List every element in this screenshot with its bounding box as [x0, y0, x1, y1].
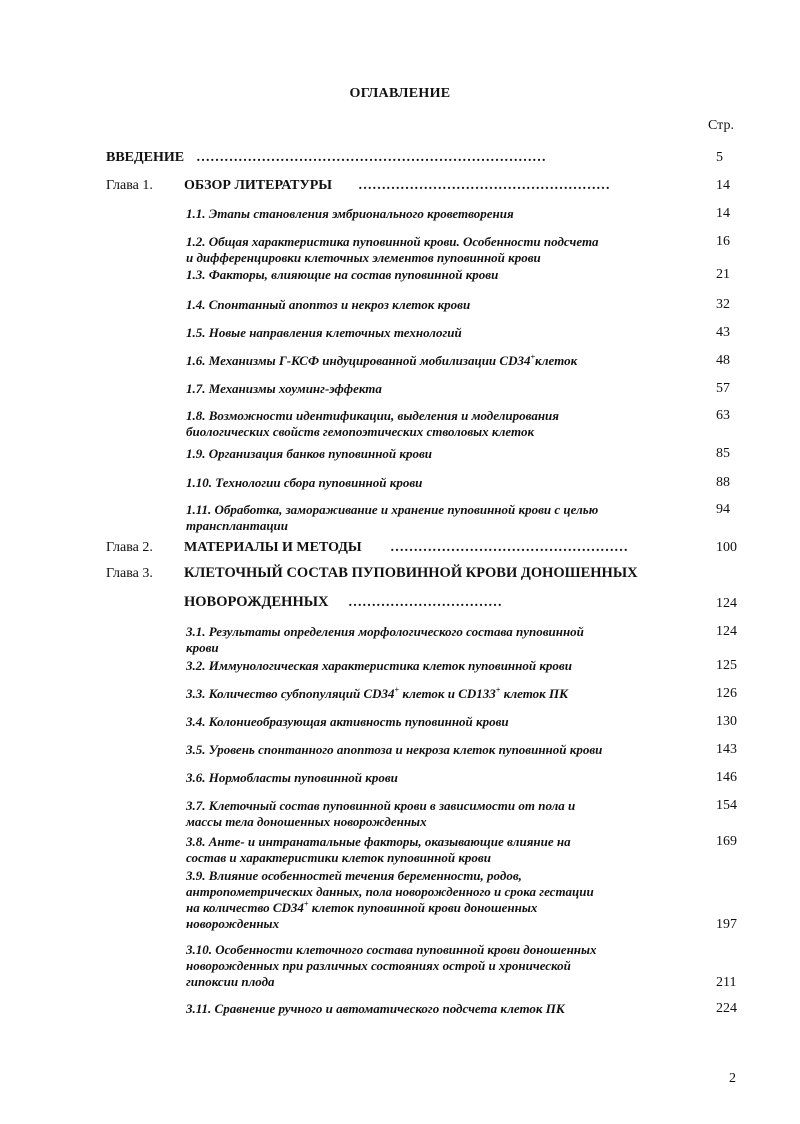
superscript-plus: +	[394, 685, 400, 695]
section-number: 1.11.	[186, 502, 212, 517]
entry-page: 5	[716, 150, 723, 165]
entry-title: Новые направления клеточных технологий	[208, 325, 462, 340]
entry-title: Уровень спонтанного апоптоза и некроза клеток пуповинной крови	[208, 742, 603, 757]
section-number: 3.1.	[186, 624, 206, 639]
entry-title: Этапы становления эмбрионального кроветворения	[208, 206, 514, 221]
entry-page: 143	[716, 742, 737, 757]
entry-title-line-2: состав и характеристики клеток пуповинной крови	[186, 850, 491, 865]
entry-page: 32	[716, 297, 730, 312]
entry-title-line-2: и дифференцировки клеточных элементов пуповинной крови	[186, 250, 541, 265]
section-number: 3.9.	[186, 868, 206, 883]
section-number: 1.1.	[186, 206, 206, 221]
entry-title-line-2: массы тела доношенных новорожденных	[186, 814, 427, 829]
superscript-plus: +	[303, 899, 309, 909]
entry-page: 94	[716, 502, 730, 517]
section-number: 3.11.	[186, 1001, 212, 1016]
dot-leader: ……………………………………………	[390, 540, 628, 555]
entry-title-line-2: антропометрических данных, пола новорожденного и срока гестации	[186, 884, 594, 899]
entry-page: 124	[716, 624, 737, 639]
entry-title-end: клеток ПК	[500, 686, 568, 701]
entry-page: 16	[716, 234, 730, 249]
superscript-plus: +	[495, 685, 501, 695]
section-number: 1.9.	[186, 446, 206, 461]
entry-title-line-4: новорожденных	[186, 916, 280, 931]
entry-title: Сравнение ручного и автоматического подсчета клеток ПК	[214, 1001, 565, 1016]
entry-title-line-2: трансплантации	[186, 518, 289, 533]
entry-title: ВВЕДЕНИЕ	[106, 150, 185, 165]
entry-title-line-1: Обработка, замораживание и хранение пуповинной крови с целью	[214, 502, 599, 517]
entry-page: 146	[716, 770, 737, 785]
section-number: 1.6.	[186, 353, 206, 368]
entry-page: 14	[716, 206, 730, 221]
section-number: 1.2.	[186, 234, 206, 249]
section-number: 3.7.	[186, 798, 206, 813]
chapter-label: Глава 1.	[106, 178, 153, 193]
entry-title-line-3: на количество CD34	[186, 900, 304, 915]
entry-page: 224	[716, 1001, 737, 1016]
entry-page: 130	[716, 714, 737, 729]
section-number: 1.10.	[186, 475, 212, 490]
entry-page: 125	[716, 658, 737, 673]
entry-title: Нормобласты пуповинной крови	[208, 770, 398, 785]
entry-title: Иммунологическая характеристика клеток пуповинной крови	[208, 658, 572, 673]
section-number: 3.2.	[186, 658, 206, 673]
entry-title: Организация банков пуповинной крови	[208, 446, 433, 461]
entry-title-line-3: гипоксии плода	[186, 974, 275, 989]
page-column-header: Стр.	[708, 118, 734, 133]
entry-page: 211	[716, 975, 737, 990]
entry-title-line-2: крови	[186, 640, 219, 655]
entry-page: 88	[716, 475, 730, 490]
entry-title: Механизмы Г-КСФ индуцированной мобилизации CD34	[208, 353, 531, 368]
page-number: 2	[729, 1071, 736, 1086]
entry-page: 126	[716, 686, 737, 701]
entry-title-line-1: Особенности клеточного состава пуповинной крови доношенных	[215, 942, 597, 957]
entry-title: Факторы, влияющие на состав пуповинной крови	[208, 267, 499, 282]
dot-leader: …………………………………………………………………	[196, 150, 546, 165]
entry-page: 43	[716, 325, 730, 340]
entry-page: 21	[716, 267, 730, 282]
entry-page: 154	[716, 798, 737, 813]
chapter-label: Глава 3.	[106, 566, 153, 581]
entry-page: 124	[716, 596, 737, 611]
entry-title-line-2: биологических свойств гемопоэтических стволовых клеток	[186, 424, 535, 439]
superscript-plus: +	[530, 352, 536, 362]
entry-page: 57	[716, 381, 730, 396]
page-title: ОГЛАВЛЕНИЕ	[349, 86, 451, 101]
section-number: 1.7.	[186, 381, 206, 396]
entry-title: МАТЕРИАЛЫ И МЕТОДЫ	[184, 540, 362, 555]
section-number: 3.3.	[186, 686, 206, 701]
entry-title-line-1: Возможности идентификации, выделения и моделирования	[208, 408, 559, 423]
entry-title-mid: клеток и CD133	[399, 686, 496, 701]
entry-page: 100	[716, 540, 737, 555]
entry-page: 63	[716, 408, 730, 423]
entry-title-line-1: КЛЕТОЧНЫЙ СОСТАВ ПУПОВИННОЙ КРОВИ ДОНОШЕННЫХ	[184, 565, 638, 581]
section-number: 1.3.	[186, 267, 206, 282]
entry-title-line-1: Результаты определения морфологического состава пуповинной	[208, 624, 584, 639]
entry-title-line-1: Клеточный состав пуповинной крови в зависимости от пола и	[208, 798, 576, 813]
entry-title: Технологии сбора пуповинной крови	[215, 475, 423, 490]
entry-title: Механизмы хоуминг-эффекта	[208, 381, 382, 396]
entry-title-end: клеток	[535, 353, 578, 368]
entry-title-line-1: Общая характеристика пуповинной крови. Особенности подсчета	[208, 234, 599, 249]
entry-title-line-1: Анте- и интранатальные факторы, оказывающие влияние на	[208, 834, 571, 849]
dot-leader: ………………………………………………	[358, 178, 610, 193]
section-number: 3.6.	[186, 770, 206, 785]
section-number: 3.4.	[186, 714, 206, 729]
entry-page: 14	[716, 178, 730, 193]
entry-page: 169	[716, 834, 737, 849]
section-number: 1.5.	[186, 325, 206, 340]
entry-page: 197	[716, 917, 737, 932]
section-number: 3.8.	[186, 834, 206, 849]
section-number: 1.8.	[186, 408, 206, 423]
entry-title: Колониеобразующая активность пуповинной крови	[208, 714, 509, 729]
entry-title-line-2: НОВОРОЖДЕННЫХ	[184, 594, 329, 610]
section-number: 3.10.	[186, 942, 212, 957]
entry-title-line-2: новорожденных при различных состояниях острой и хронической	[186, 958, 571, 973]
entry-page: 85	[716, 446, 730, 461]
entry-title: Спонтанный апоптоз и некроз клеток крови	[208, 297, 471, 312]
section-number: 3.5.	[186, 742, 206, 757]
entry-title-line-1: Влияние особенностей течения беременности, родов,	[208, 868, 522, 883]
chapter-label: Глава 2.	[106, 540, 153, 555]
entry-title: ОБЗОР ЛИТЕРАТУРЫ	[184, 178, 333, 193]
entry-title: Количество субпопуляций CD34	[208, 686, 395, 701]
section-number: 1.4.	[186, 297, 206, 312]
entry-page: 48	[716, 353, 730, 368]
dot-leader: ……………………………	[348, 595, 502, 610]
entry-title-line-3-end: клеток пуповинной крови доношенных	[308, 900, 538, 915]
